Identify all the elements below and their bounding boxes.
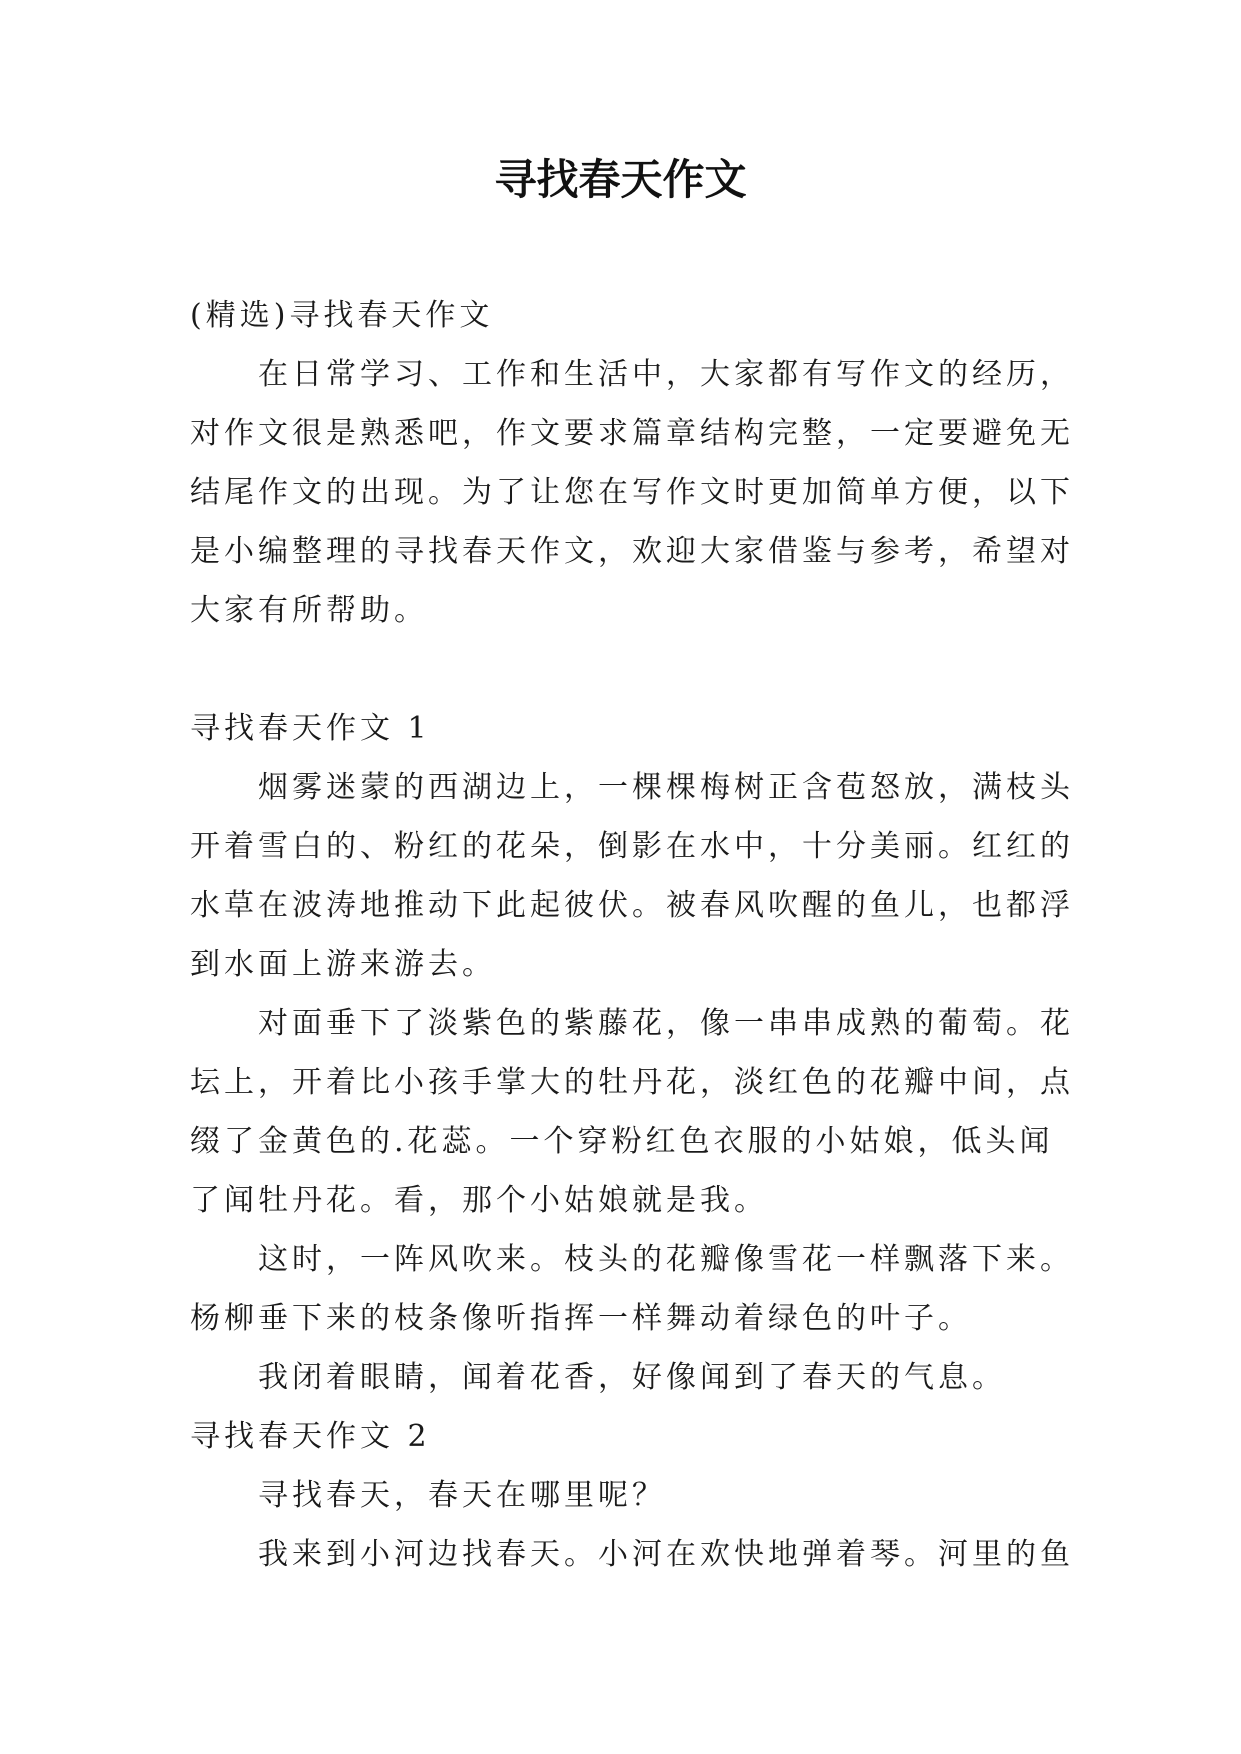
document-title: 寻找春天作文 xyxy=(494,155,747,204)
text-line: 对作文很是熟悉吧，作文要求篇章结构完整，一定要避免无 xyxy=(190,416,1074,451)
text-line: 结尾作文的出现。为了让您在写作文时更加简单方便，以下 xyxy=(190,475,1074,510)
text-line: 杨柳垂下来的枝条像听指挥一样舞动着绿色的叶子。 xyxy=(190,1301,972,1336)
text-line: 了闻牡丹花。看，那个小姑娘就是我。 xyxy=(190,1183,768,1218)
document-body xyxy=(190,286,1074,1584)
text-line: 是小编整理的寻找春天作文，欢迎大家借鉴与参考，希望对 xyxy=(190,534,1074,569)
text-line: 寻找春天作文 1 xyxy=(190,711,431,746)
text-line: 到水面上游来游去。 xyxy=(190,947,496,982)
text-line: 大家有所帮助。 xyxy=(190,593,428,628)
paragraph-spacer xyxy=(190,640,1060,699)
text-line: 开着雪白的、粉红的花朵，倒影在水中，十分美丽。红红的 xyxy=(190,829,1074,864)
text-line: 我闭着眼睛，闻着花香，好像闻到了春天的气息。 xyxy=(258,1360,1006,1395)
text-line: (精选)寻找春天作文 xyxy=(190,298,494,333)
text-line: 这时，一阵风吹来。枝头的花瓣像雪花一样飘落下来。 xyxy=(258,1242,1074,1277)
text-line: 寻找春天，春天在哪里呢？ xyxy=(258,1478,666,1513)
text-line: 烟雾迷蒙的西湖边上，一棵棵梅树正含苞怒放，满枝头 xyxy=(258,770,1074,805)
text-line: 坛上，开着比小孩手掌大的牡丹花，淡红色的花瓣中间，点 xyxy=(190,1065,1074,1100)
text-line: 我来到小河边找春天。小河在欢快地弹着琴。河里的鱼 xyxy=(258,1537,1074,1572)
text-line: 寻找春天作文 2 xyxy=(190,1419,431,1454)
text-line: 水草在波涛地推动下此起彼伏。被春风吹醒的鱼儿，也都浮 xyxy=(190,888,1074,923)
text-line: 在日常学习、工作和生活中，大家都有写作文的经历， xyxy=(258,357,1074,392)
text-line: 缀了金黄色的.花蕊。一个穿粉红色衣服的小姑娘，低头闻 xyxy=(190,1124,1054,1159)
text-line: 对面垂下了淡紫色的紫藤花，像一串串成熟的葡萄。花 xyxy=(258,1006,1074,1041)
